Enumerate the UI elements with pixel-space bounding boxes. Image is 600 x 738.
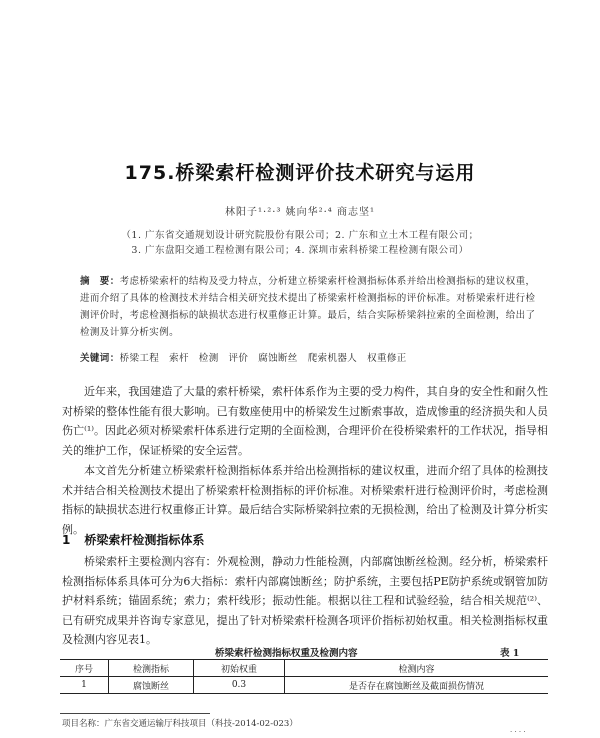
table-header-cell: 检测内容: [285, 660, 549, 677]
intro-paragraph-2: 本文首先分析建立桥梁索杆检测指标体系并给出检测指标的建议权重，进而介绍了具体的检测技术并结合相关检测技术提出了桥梁索杆检测指标的评价标准。对桥梁索杆进行检测评价时，考虑检测指标的缺损状态进行权重修正计算。最后结合实际桥梁斜拉索的无损检测，给出了检测及计算分析实例。: [62, 464, 548, 536]
table-number: 表 1: [500, 648, 520, 659]
section-title: 桥梁索杆检测指标体系: [84, 533, 205, 547]
affiliation-line-1: （1. 广东省交通规划设计研究院股份有限公司；2. 广东和立土木工程有限公司；: [121, 230, 479, 241]
author-list: 林阳子¹·²·³ 姚向华²·⁴ 商志坚¹: [225, 207, 375, 218]
keywords: [80, 350, 542, 364]
affiliation-line-2: 3. 广东盘阳交通工程检测有限公司；4. 深圳市索科桥梁工程检测有限公司）: [131, 245, 469, 256]
table-cell: 是否存在腐蚀断丝及截面损伤情况: [285, 677, 549, 694]
table-header-cell: 初始权重: [194, 660, 285, 677]
table-cell: 0.3: [194, 677, 285, 694]
abstract-label: 摘 要：: [80, 276, 120, 287]
table-cell: 1: [60, 677, 109, 694]
keywords-text: 桥梁工程 索杆 检测 评价 腐蚀断丝 爬索机器人 权重修正: [119, 353, 407, 364]
section-number: 1: [62, 533, 71, 547]
section-heading: [62, 531, 204, 548]
section-paragraph: 桥梁索杆主要检测内容有：外观检测，静动力性能检测，内部腐蚀断丝检测。经分析，桥梁索杆检测指标体系具体可分为6大指标：索杆内部腐蚀断丝；防护系统，主要包括PE防护系统或钢管加防护材料系统；锚固系统；索力；索杆线形；振动性能。根据以往工程和试验经验，结合相关规范⁽²⁾、已有研究成果并咨询专家意见，提出了针对桥梁索杆检测各项评价指标初始权重。相关检测指标权重及检测内容见表1。: [62, 555, 548, 646]
abstract-text: 考虑桥梁索杆的结构及受力特点，分析建立桥梁索杆检测指标体系并给出检测指标的建议权重，进而介绍了具体的检测技术并结合相关研究技术提出了桥梁索杆检测指标的评价标准。对桥梁索杆进行检测评价时，考虑检测指标的缺损状态进行权重修正计算。最后，结合实际桥梁斜拉索的全面检测，给出了检测及计算分析实例。: [80, 276, 536, 338]
table-caption-title: 桥梁索杆检测指标权重及检测内容: [215, 648, 358, 659]
table-cell: 腐蚀断丝: [109, 677, 194, 694]
index-weight-table: [60, 659, 548, 694]
table-header-cell: 序号: [60, 660, 109, 677]
footnote: 项目名称：广东省交通运输厅科技项目（科技-2014-02-023）: [62, 719, 298, 729]
table-header-cell: 检测指标: [109, 660, 194, 677]
paper-title: 175.桥梁索杆检测评价技术研究与运用: [124, 162, 476, 184]
page-corner-mark: · · · ·: [510, 728, 526, 736]
keywords-label: 关键词：: [80, 353, 120, 364]
table-row: [60, 677, 548, 694]
table-header-row: [60, 660, 548, 677]
footnote-rule: [60, 713, 210, 714]
intro-paragraph-1: 近年来，我国建造了大量的索杆桥梁，索杆体系作为主要的受力构件，其自身的安全性和耐久性对桥梁的整体性能有很大影响。已有数座使用中的桥梁发生过断索事故，造成惨重的经济损失和人员伤亡⁽¹⁾。因此必须对桥梁索杆体系进行定期的全面检测，合理评价在役桥梁索杆的工作状况，指导相关的维护工作，保证桥梁的安全运营。: [62, 385, 548, 457]
abstract: [80, 273, 542, 341]
